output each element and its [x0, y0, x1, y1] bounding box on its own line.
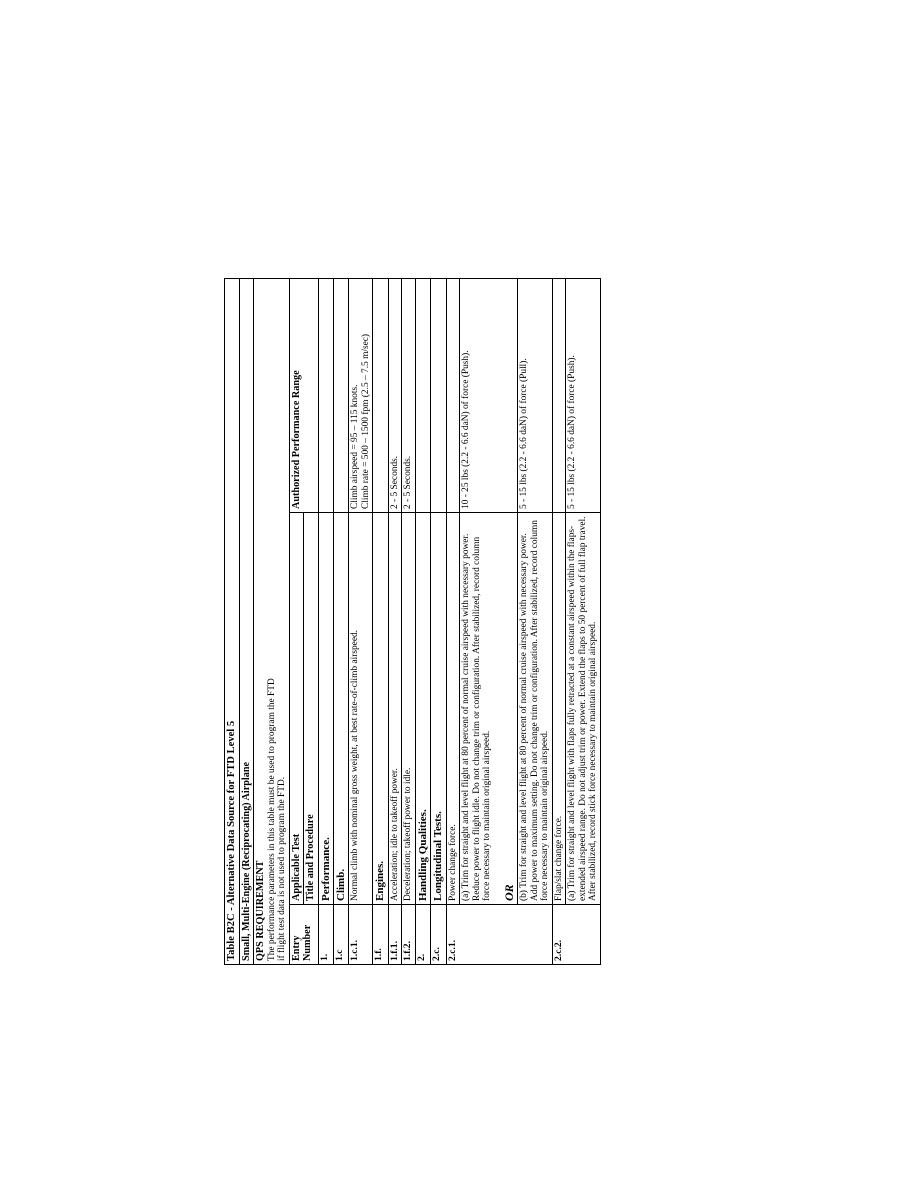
authorized-range [373, 278, 388, 512]
test-title: Normal climb with nominal gross weight, at best rate-of-climb airspeed. [349, 513, 373, 905]
entry-number: 1. [318, 905, 333, 965]
table-subtitle-row [239, 278, 253, 964]
header-entry-number: Entry Number [289, 905, 318, 965]
entry-number: 1.f.2. [402, 905, 416, 965]
authorized-range [552, 278, 566, 512]
table-row [318, 278, 333, 964]
authorized-range [318, 278, 333, 512]
test-title: Longitudinal Tests. [431, 513, 446, 905]
requirement-line-2: if flight test data is not used to program the FTD. [277, 776, 288, 961]
table-row [388, 278, 402, 964]
authorized-range: 5 - 15 lbs (2.2 - 6.6 daN) of force (Push). [566, 278, 601, 512]
test-title: Flap/slat change force. [552, 513, 566, 905]
or-separator: OR [501, 884, 516, 901]
procedure-text: (a) Trim for straight and level flight at 80 percent of normal cruise airspeed with necessary power. Reduce power to flight idle. Do not change trim or configuration. After stabilized, record column force necessary to maintain original airspeed. [461, 533, 493, 901]
authorized-range: 2 - 5 Seconds. [402, 278, 416, 512]
test-title: Handling Qualities. [416, 513, 431, 905]
entry-number: 2. [416, 905, 431, 965]
table-subtitle: Small, Multi-Engine (Reciprocating) Airplane [239, 278, 253, 964]
table-row [333, 278, 348, 964]
table-row [349, 278, 373, 964]
table-row [518, 278, 553, 964]
rotated-table-container [224, 279, 694, 965]
table-row [431, 278, 446, 964]
table-row [416, 278, 431, 964]
entry-number: 1.f.1. [388, 905, 402, 965]
entry-number: 2.c. [431, 905, 446, 965]
entry-number: 2.c.2. [552, 905, 600, 965]
table-row [446, 278, 460, 964]
requirement-cell [254, 278, 289, 964]
test-title: Deceleration; takeoff power to idle. [402, 513, 416, 905]
entry-number: 1.f. [373, 905, 388, 965]
test-procedure: (b) Trim for straight and level flight at 80 percent of normal cruise airspeed with necessary power. Add power to maximum setting. Do not change trim or configuration. After stabilized, record column force necessary to maintain original airspeed. [518, 513, 553, 905]
test-procedure [460, 513, 518, 905]
authorized-range: 5 - 15 lbs (2.2 - 6.6 daN) of force (Pull). [518, 278, 553, 512]
table-caption: Table B2C - Alternative Data Source for FTD Level 5 [225, 278, 240, 964]
test-procedure: (a) Trim for straight and level flight with flaps fully retracted at a constant airspeed within the flaps-extended airspeed range. Do not adjust trim or power. Extend the flaps to 50 percent of full flap travel. After stabilized, record stick force necessary to maintain original airspeed. [566, 513, 601, 905]
range-line-1: Climb airspeed = 95 – 115 knots. [350, 384, 361, 509]
requirement-line-1: The performance parameters in this table must be used to program the FTD [266, 678, 277, 961]
table-caption-row [225, 278, 240, 964]
test-title: Power change force. [446, 513, 460, 905]
requirement-title: QPS REQUIREMENT [255, 860, 267, 961]
authorized-range: 2 - 5 Seconds. [388, 278, 402, 512]
table-row [552, 278, 566, 964]
rotated-page [224, 279, 694, 965]
authorized-range [333, 278, 348, 512]
test-title: Acceleration; idle to takeoff power. [388, 513, 402, 905]
test-title: Performance. [318, 513, 333, 905]
header-row-1 [289, 278, 303, 964]
test-title: Climb. [333, 513, 348, 905]
table-row [373, 278, 388, 964]
authorized-range [349, 278, 373, 512]
range-line-2: Climb rate = 500 – 1500 fpm (2.5 – 7.5 m/sec) [360, 333, 371, 509]
table-row [460, 278, 518, 964]
header-applicable-test: Applicable Test [289, 513, 303, 905]
header-authorized-range: Authorized Performance Range [289, 278, 318, 512]
entry-number: 1.c.1. [349, 905, 373, 965]
entry-number: 2.c.1. [446, 905, 552, 965]
requirement-row [254, 278, 289, 964]
table-row [402, 278, 416, 964]
authorized-range [446, 278, 460, 512]
authorized-range: 10 - 25 lbs (2.2 - 6.6 daN) of force (Push). [460, 278, 518, 512]
test-title: Engines. [373, 513, 388, 905]
authorized-range [431, 278, 446, 512]
qps-table [224, 278, 601, 965]
entry-number: 1.c [333, 905, 348, 965]
table-row [566, 278, 601, 964]
header-title-procedure: Title and Procedure [304, 513, 318, 905]
authorized-range [416, 278, 431, 512]
